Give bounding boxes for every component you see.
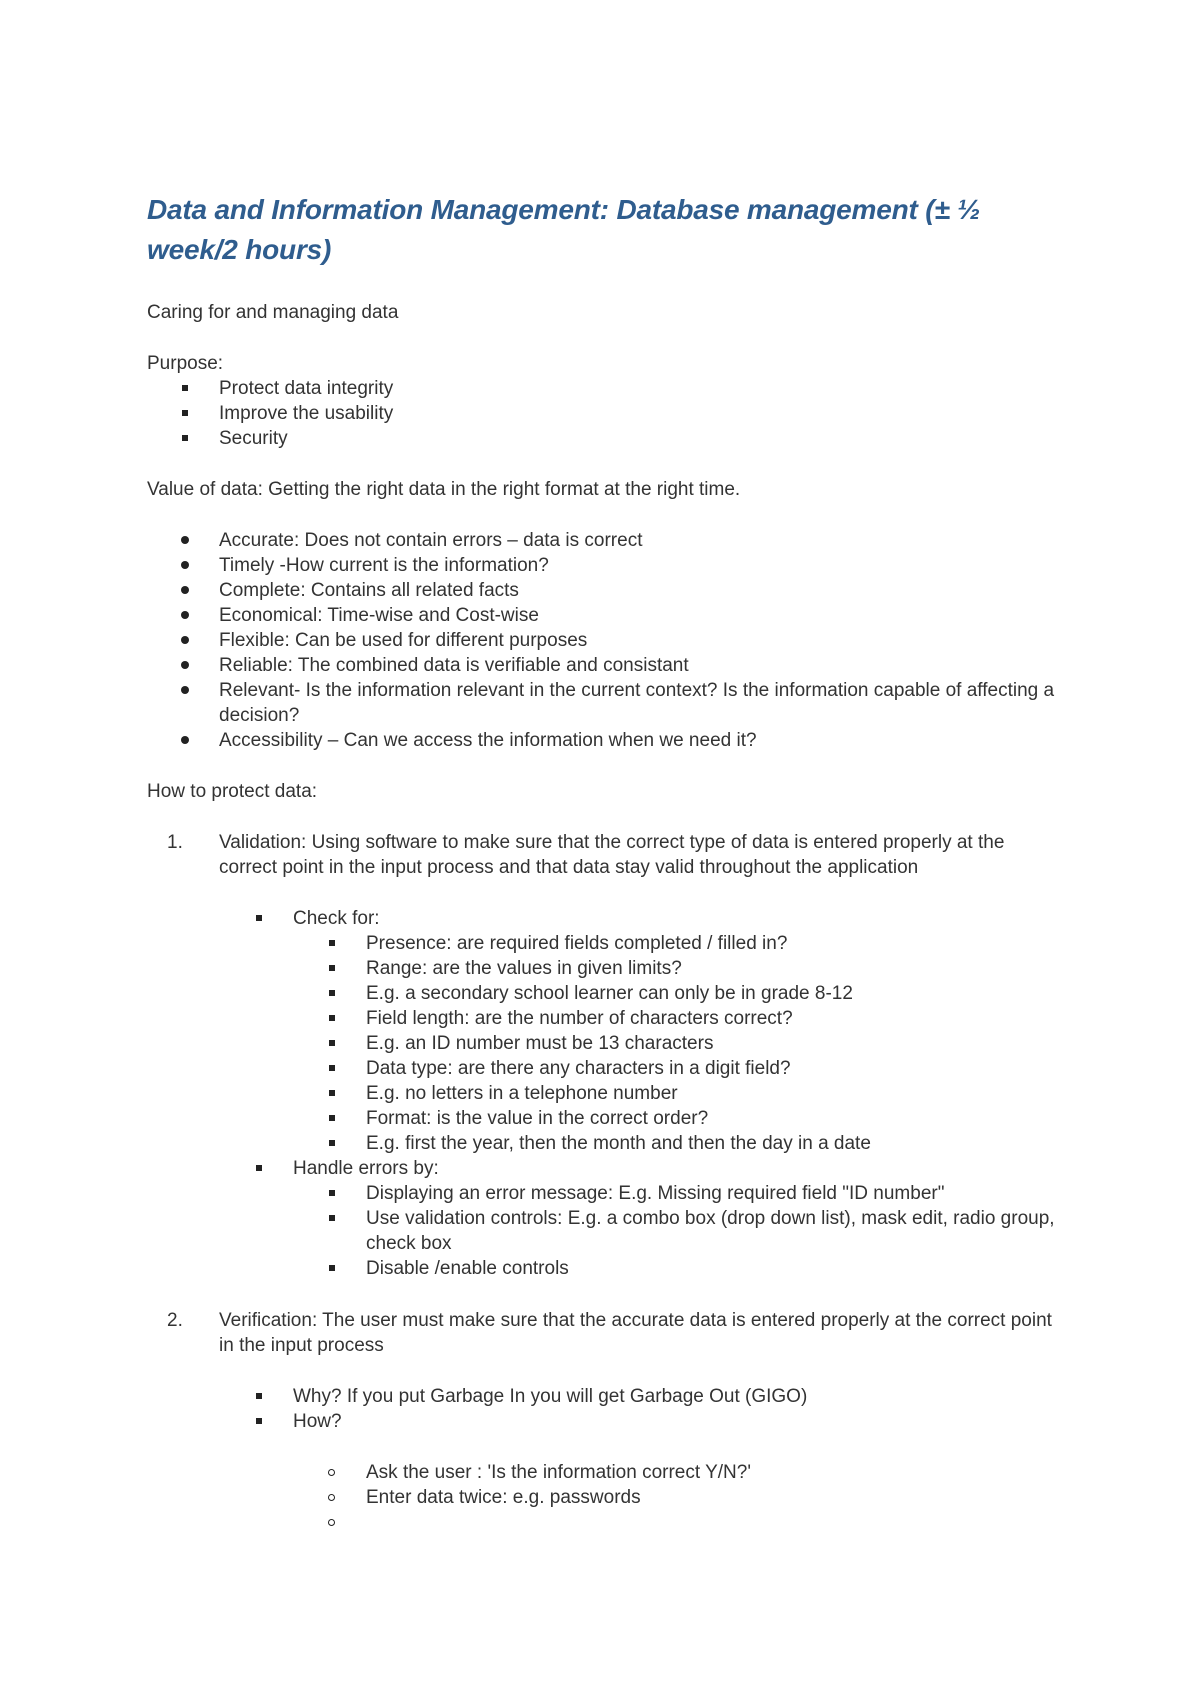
- purpose-list: [147, 376, 1067, 451]
- list-item: E.g. no letters in a telephone number: [366, 1083, 678, 1104]
- list-item: Use validation controls: E.g. a combo box (drop down list), mask edit, radio group, check box: [366, 1208, 1055, 1254]
- list-item: Range: are the values in given limits?: [366, 958, 682, 979]
- list-number: 2.: [167, 1310, 183, 1331]
- list-item: Disable /enable controls: [366, 1258, 569, 1279]
- value-heading: Value of data: Getting the right data in the right format at the right time.: [147, 479, 741, 500]
- purpose-heading: Purpose:: [147, 353, 224, 374]
- document-page: [147, 190, 1067, 1535]
- list-item: Flexible: Can be used for different purposes: [219, 630, 588, 651]
- list-item: Relevant- Is the information relevant in the current context? Is the information capable of affecting a decision?: [219, 680, 1055, 726]
- protect-list: [147, 830, 1067, 880]
- list-item-validation: 1. Validation: Using software to make sure that the correct type of data is entered properly at the correct point in the input process and that data stay valid throughout the application: [167, 832, 1005, 878]
- list-item: Field length: are the number of characters correct?: [366, 1008, 793, 1029]
- list-item: Presence: are required fields completed / filled in?: [366, 933, 788, 954]
- value-list: [147, 528, 1067, 753]
- list-item: Data type: are there any characters in a digit field?: [366, 1058, 791, 1079]
- list-item: Complete: Contains all related facts: [219, 580, 519, 601]
- list-item: E.g. first the year, then the month and then the day in a date: [366, 1133, 871, 1154]
- list-item: E.g. a secondary school learner can only be in grade 8-12: [366, 983, 853, 1004]
- how-sublist: [147, 1460, 1067, 1535]
- list-item: Accessibility – Can we access the information when we need it?: [219, 730, 757, 751]
- list-item: Security: [219, 428, 288, 449]
- list-item: Why? If you put Garbage In you will get Garbage Out (GIGO): [293, 1386, 808, 1407]
- list-item: Accurate: Does not contain errors – data is correct: [219, 530, 643, 551]
- list-item: Format: is the value in the correct order?: [366, 1108, 709, 1129]
- protect-heading: How to protect data:: [147, 781, 318, 802]
- list-item-verification: 2. Verification: The user must make sure that the accurate data is entered properly at the correct point in the input process: [167, 1310, 1052, 1356]
- list-item: Enter data twice: e.g. passwords: [366, 1487, 641, 1508]
- validation-sublist: [147, 906, 1067, 1281]
- list-item: Improve the usability: [219, 403, 394, 424]
- list-number: 1.: [167, 832, 183, 853]
- list-item: Check for:: [293, 908, 380, 929]
- list-item: [147, 1510, 1067, 1535]
- protect-list-2: [147, 1308, 1067, 1358]
- list-item: E.g. an ID number must be 13 characters: [366, 1033, 714, 1054]
- list-item: How?: [293, 1411, 342, 1432]
- intro-text: Caring for and managing data: [147, 302, 399, 323]
- list-item: Handle errors by:: [293, 1158, 439, 1179]
- list-item: Timely -How current is the information?: [219, 555, 549, 576]
- list-item: Ask the user : 'Is the information correct Y/N?': [366, 1462, 751, 1483]
- list-item: Reliable: The combined data is verifiable and consistant: [219, 655, 689, 676]
- list-item: Displaying an error message: E.g. Missing required field "ID number": [366, 1183, 945, 1204]
- page-title: Data and Information Management: Database management (± ½ week/2 hours): [147, 194, 981, 265]
- verification-sublist: [147, 1384, 1067, 1434]
- list-item: Protect data integrity: [219, 378, 394, 399]
- list-item: Economical: Time-wise and Cost-wise: [219, 605, 539, 626]
